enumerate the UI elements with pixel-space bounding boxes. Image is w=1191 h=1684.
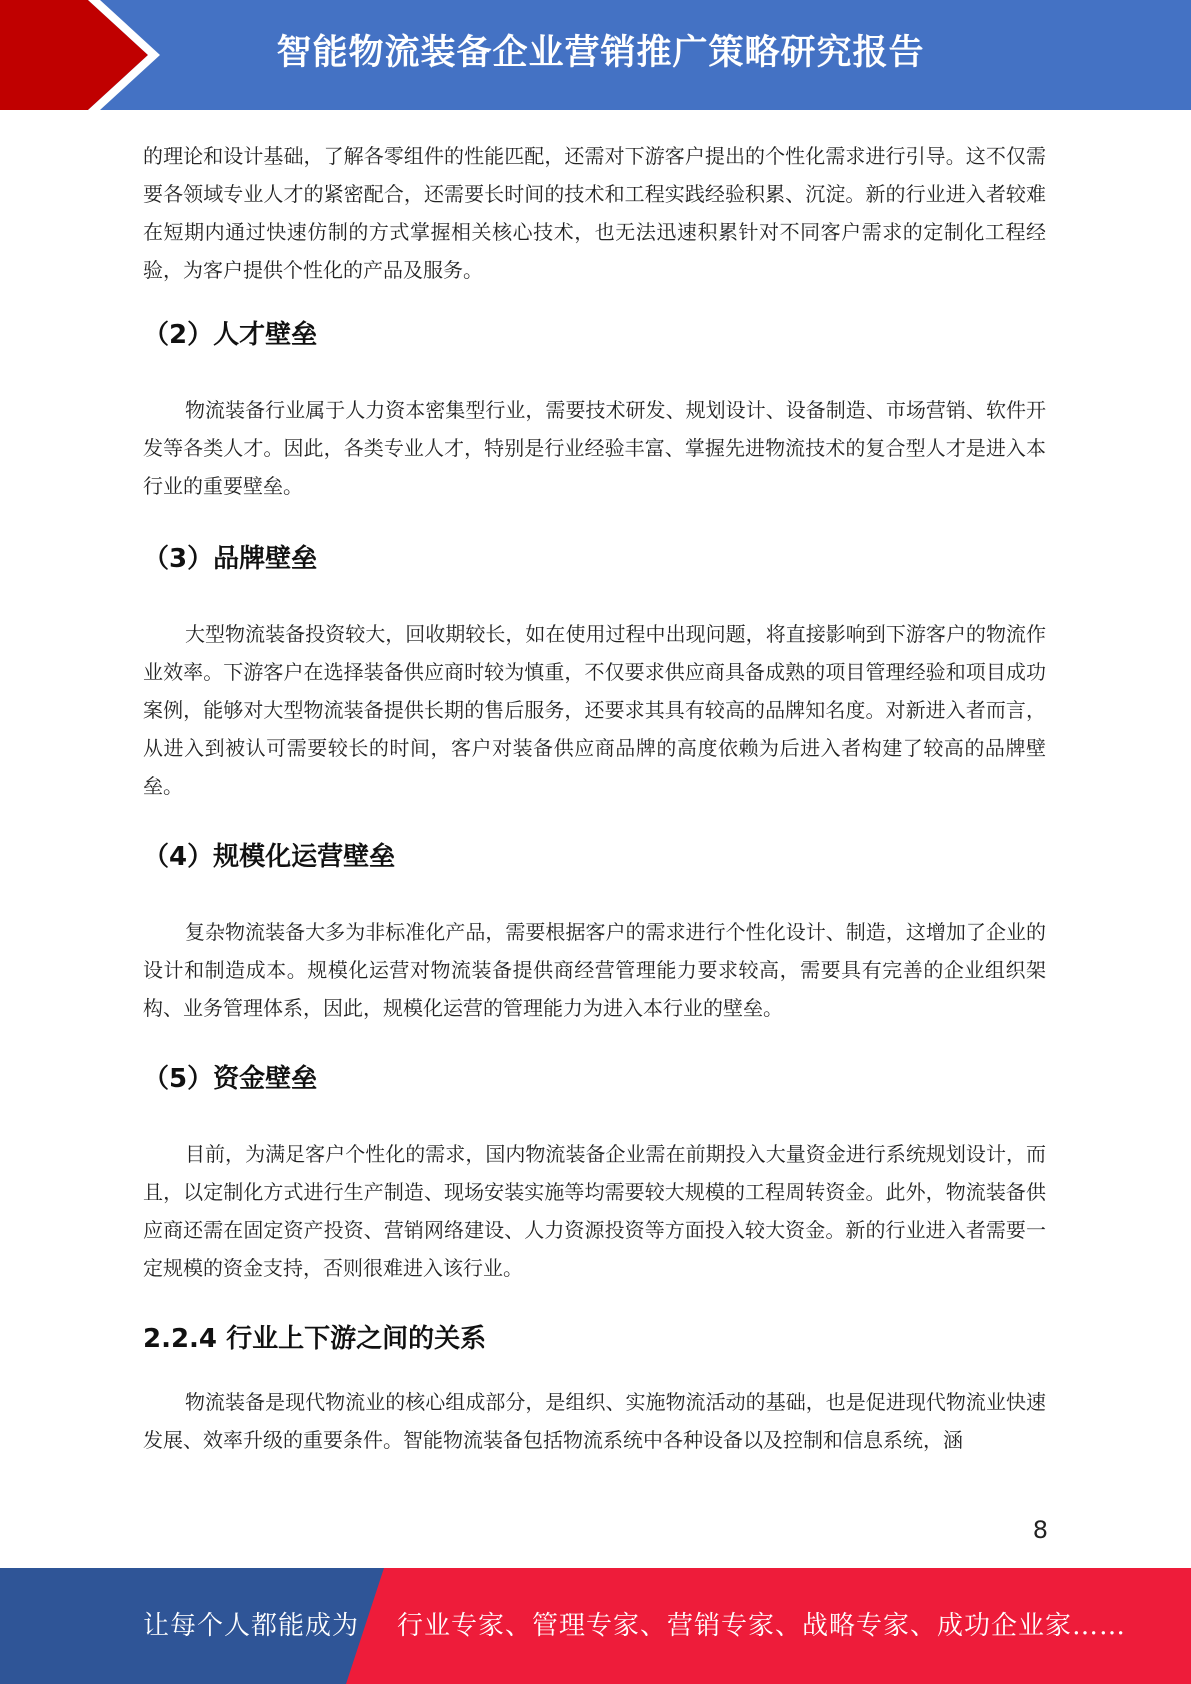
section-heading: （3）品牌壁垒 bbox=[143, 544, 318, 574]
section-paragraph: 复杂物流装备大多为非标准化产品，需要根据客户的需求进行个性化设计、制造，这增加了企业的设计和制造成本。规模化运营对物流装备提供商经营管理能力要求较高，需要具有完善的企业组织架构、业务管理体系，因此，规模化运营的管理能力为进入本行业的壁垒。 bbox=[143, 920, 1046, 1020]
page-header bbox=[0, 0, 1191, 110]
document-body bbox=[143, 137, 1046, 1459]
section-heading: （5）资金壁垒 bbox=[143, 1064, 318, 1094]
section-paragraph: 目前，为满足客户个性化的需求，国内物流装备企业需在前期投入大量资金进行系统规划设计，而且，以定制化方式进行生产制造、现场安装实施等均需要较大规模的工程周转资金。此外，物流装备供应商还需在固定资产投资、营销网络建设、人力资源投资等方面投入较大资金。新的行业进入者需要一定规模的资金支持，否则很难进入该行业。 bbox=[143, 1142, 1046, 1280]
report-title: 智能物流装备企业营销推广策略研究报告 bbox=[276, 33, 925, 73]
section-paragraph: 物流装备行业属于人力资本密集型行业，需要技术研发、规划设计、设备制造、市场营销、软件开发等各类人才。因此，各类专业人才，特别是行业经验丰富、掌握先进物流技术的复合型人才是进入本行业的重要壁垒。 bbox=[143, 398, 1046, 498]
page-number: 8 bbox=[1032, 1516, 1048, 1544]
section-paragraph: 物流装备是现代物流业的核心组成部分，是组织、实施物流活动的基础，也是促进现代物流业快速发展、效率升级的重要条件。智能物流装备包括物流系统中各种设备以及控制和信息系统，涵 bbox=[143, 1390, 1046, 1452]
section-heading: （2）人才壁垒 bbox=[143, 320, 318, 350]
subsection-heading: 2.2.4 行业上下游之间的关系 bbox=[143, 1324, 487, 1354]
section-heading: （4）规模化运营壁垒 bbox=[143, 842, 396, 872]
footer-slogan-left: 让每个人都能成为 bbox=[143, 1611, 360, 1641]
header-red-arrow bbox=[0, 0, 148, 110]
intro-paragraph: 的理论和设计基础，了解各零组件的性能匹配，还需对下游客户提出的个性化需求进行引导。这不仅需要各领域专业人才的紧密配合，还需要长时间的技术和工程实践经验积累、沉淀。新的行业进入者较难在短期内通过快速仿制的方式掌握相关核心技术，也无法迅速积累针对不同客户需求的定制化工程经验，为客户提供个性化的产品及服务。 bbox=[143, 144, 1046, 282]
page-footer bbox=[0, 1568, 1191, 1684]
section-paragraph: 大型物流装备投资较大，回收期较长，如在使用过程中出现问题，将直接影响到下游客户的物流作业效率。下游客户在选择装备供应商时较为慎重，不仅要求供应商具备成熟的项目管理经验和项目成功案例，能够对大型物流装备提供长期的售后服务，还要求其具有较高的品牌知名度。对新进入者而言，从进入到被认可需要较长的时间，客户对装备供应商品牌的高度依赖为后进入者构建了较高的品牌壁垒。 bbox=[143, 622, 1046, 798]
footer-slogan-right: 行业专家、管理专家、营销专家、战略专家、成功企业家…… bbox=[397, 1611, 1127, 1641]
